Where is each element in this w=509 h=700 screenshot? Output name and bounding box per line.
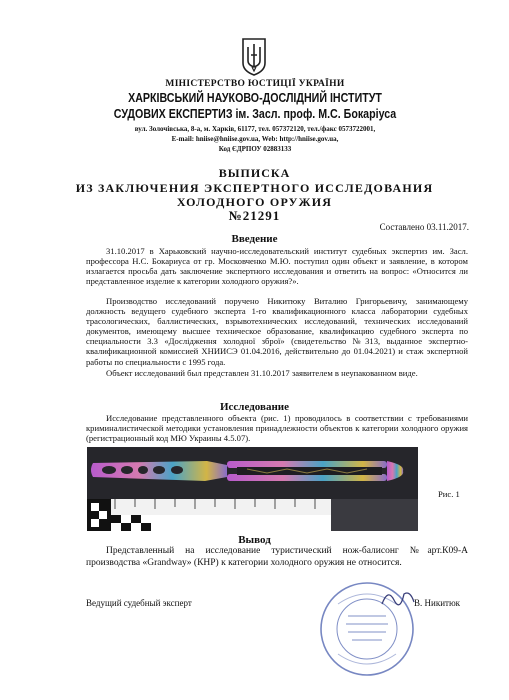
paragraph-conclusion-text: Представленный на исследование туристический нож-балисонг №арт.К09-А производства «Grandway» (КНР) к категории холодного оружия не относится. xyxy=(86,546,468,568)
trident-emblem-icon xyxy=(241,37,267,77)
section-heading-research: Исследование xyxy=(219,401,290,413)
signature-mark xyxy=(378,584,418,612)
document-subtitle: ИЗ ЗАКЛЮЧЕНИЯ ЭКСПЕРТНОГО ИССЛЕДОВАНИЯ xyxy=(75,181,434,195)
knife-photo xyxy=(87,447,418,531)
scale-ruler xyxy=(87,499,331,531)
compiled-date: Составлено 03.11.2017. xyxy=(379,222,469,232)
signer-role: Ведущий судебный эксперт xyxy=(86,598,192,608)
paragraph-research-text: Исследование представленного объекта (рис. 1) проводилось в соответствии с требованиями криминалистической методики установления принадлежности объектов к категории холодного оружия (регистрационный код МЮ Украины 4.5.07). xyxy=(86,413,468,444)
paragraph-object-text: Объект исследований был представлен 31.10.2017 заявителем в неупакованном виде. xyxy=(106,368,418,378)
paragraph-expert-text: Производство исследований поручено Никитюку Виталию Григорьевичу, занимающему должность ведущего судебного эксперта 1-го квалификационного класса лаборатории судебных трасологических, баллистических, взрывотехнических исследований, технических исследований документов, имеющему высшее техническое образование, квалификацию судебного эксперта по специальности 3.3 «Дослідження холодної зброї» (свидетельство №313, выданное экспертно-квалификационной комиссией ХНИИСЭ 01.04.2016, действительно до 01.04.2021) и стаж экспертной работы по специальности с 1995 года. xyxy=(86,296,468,367)
institute-name-line2: СУДОВИХ ЕКСПЕРТИЗ ім. Засл. проф. М.С. Бокаріуса xyxy=(113,106,397,121)
signer-name: В. Никитюк xyxy=(414,598,461,608)
institute-address: вул. Золочівська, 8-а, м. Харків, 61177, тел. 057372120, тел./факс 0573722001, xyxy=(134,125,376,133)
paragraph-expert xyxy=(86,296,468,367)
knife-photo-drawing xyxy=(87,447,418,531)
section-heading-intro: Введение xyxy=(231,233,278,245)
figure-caption: Рис. 1 xyxy=(438,489,460,499)
ministry-name: МІНІСТЕРСТВО ЮСТИЦІЇ УКРАЇНИ xyxy=(165,79,345,89)
paragraph-intro xyxy=(86,246,468,286)
document-title: ВЫПИСКА xyxy=(218,166,291,180)
document-subtitle-2: ХОЛОДНОГО ОРУЖИЯ xyxy=(176,195,333,209)
paragraph-intro-text: 31.10.2017 в Харьковский научно-исследовательский институт судебных экспертиз им. Засл. профессора Н.С. Бокариуса от гр. Московченко М.Ю. поступил один объект и заявление, в котором излагается просьба дать заключение экспертного исследования и ответить на вопрос: «Относится ли представленное изделие к категории холодного оружия?». xyxy=(86,246,468,287)
paragraph-conclusion xyxy=(86,546,468,569)
institute-name-line1: ХАРКІВСЬКИЙ НАУКОВО-ДОСЛІДНИЙ ІНСТИТУТ xyxy=(128,90,382,105)
document-number: №21291 xyxy=(228,208,281,223)
paragraph-research xyxy=(86,413,468,443)
institute-edrpou: Код ЄДРПОУ 02883133 xyxy=(218,145,292,153)
institute-contacts: E-mail: hniise@hniise.gov.ua, Web: http://hniise.gov.ua, xyxy=(171,135,339,143)
paragraph-object xyxy=(86,368,468,378)
section-heading-conclusion: Вывод xyxy=(238,534,271,546)
